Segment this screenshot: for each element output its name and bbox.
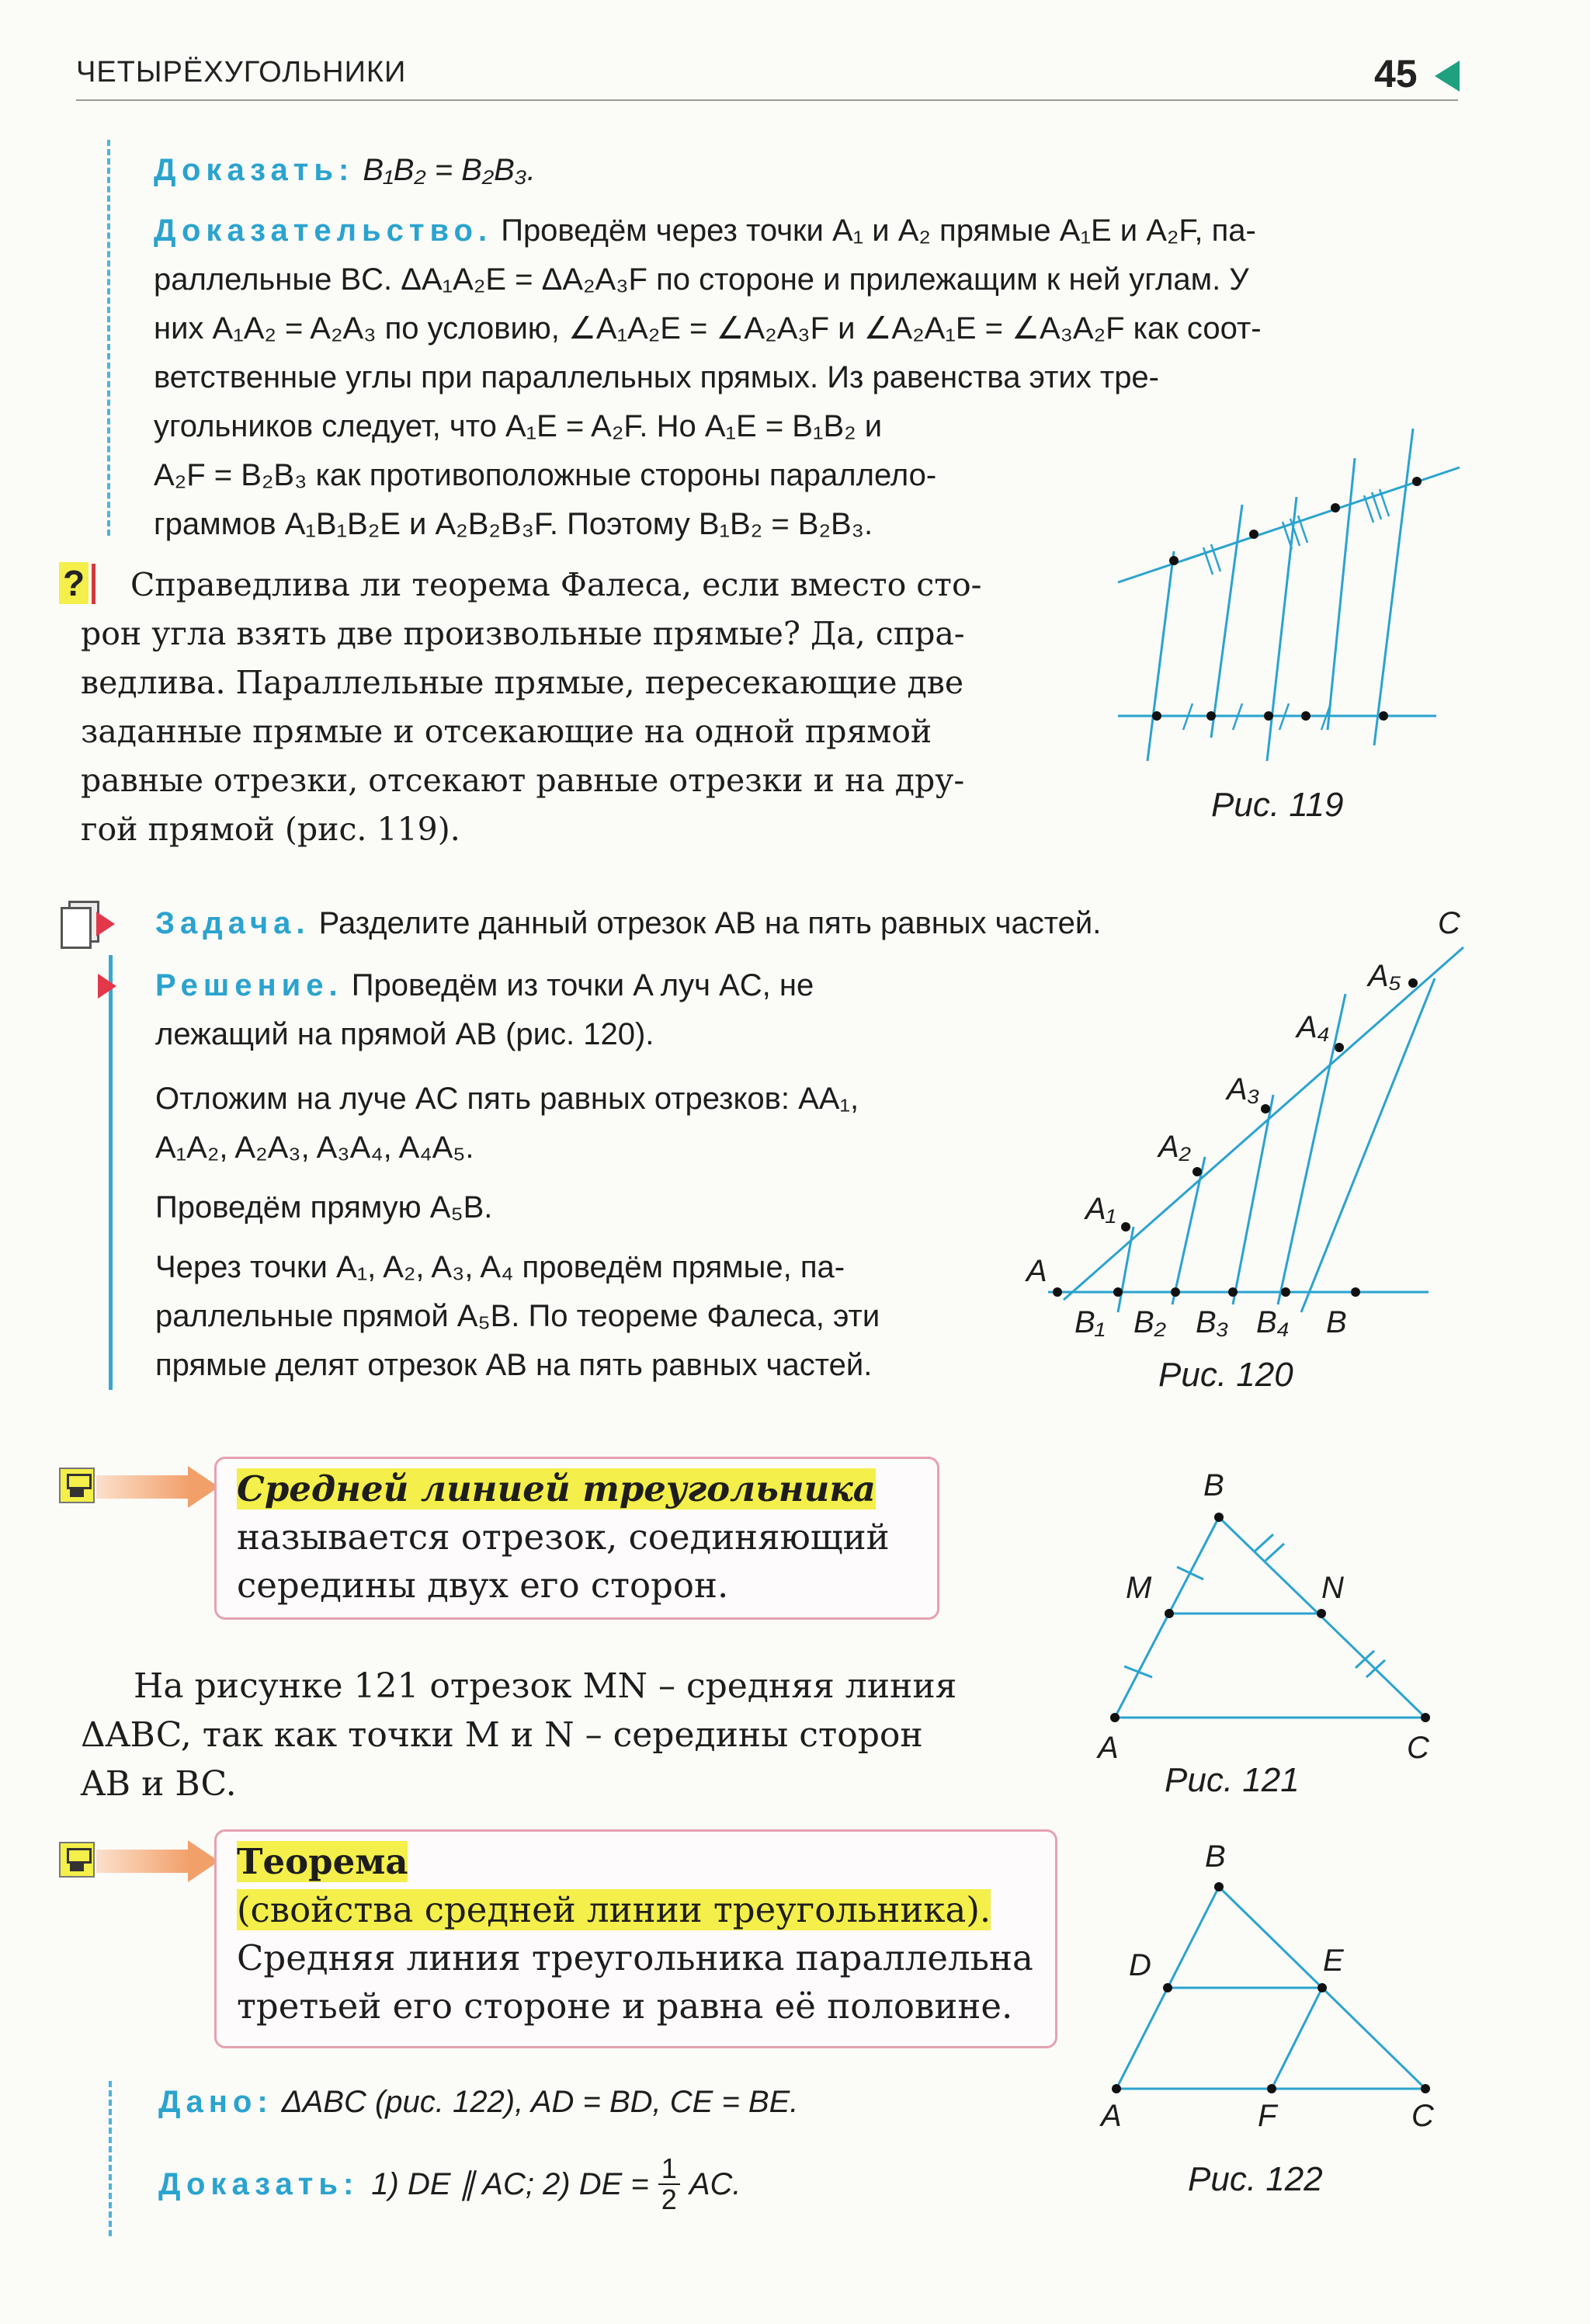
proof-text: Доказательство. Проведём через точки A₁ и A₂ прямые A₁E и A₂F, па- раллельные BC. ΔA₁A₂E = ΔA₂A₃F по стороне и прилежащим к ней углам. У них A₁A₂ = A₂A₃ по условию, ∠A₁A₂E = ∠A₂A₃F и ∠A₂A₁E = ∠A₃A₂F как соот- ветственные углы при параллельных прямых. Из равенства этих тре- угольников следует, что A₁E = A₂F. Но A₁E = B₁B₂ и A₂F = B₂B₃ как противоположные стороны параллело- граммов A₁B₁B₂E и A₂B₂B₃F. Поэтому B₁B₂ = B₂B₃. — [154, 214, 1262, 541]
fig120-label-a4: A₄ — [1297, 1010, 1330, 1044]
running-header: ЧЕТЫРЁХУГОЛЬНИКИ — [76, 56, 407, 89]
fig122-label-b: B — [1205, 1839, 1226, 1874]
question-text: Справедлива ли теорема Фалеса, если вместо сто- рон угла взять две произвольные прямые? Да, спра- ведлива. Параллельные прямые, пересекающие две заданные прямые и отсекающие на одной прямой равные отрезки, отсекают равные отрезки и на дру- гой прямой (рис. 119). — [81, 566, 982, 848]
fig122-segment-ef — [1272, 1988, 1322, 2089]
page-marker-icon — [1435, 61, 1460, 92]
task-icon — [61, 901, 96, 946]
page-number: 45 — [1374, 52, 1418, 96]
question-mark-icon: ? — [59, 562, 89, 604]
fig120-label-b4: B₄ — [1256, 1305, 1290, 1339]
save-icon — [59, 1468, 95, 1503]
theorem-arrow-icon — [96, 1840, 228, 1882]
figure-119-caption: Рис. 119 — [1211, 786, 1344, 824]
fig122-label-a: A — [1101, 2099, 1122, 2133]
fig120-label-a: A — [1026, 1254, 1047, 1288]
fig119-parallel-4 — [1328, 458, 1355, 730]
fig120-label-c: C — [1438, 906, 1460, 940]
figure-122-caption: Рис. 122 — [1188, 2160, 1323, 2198]
prove-statement: Доказать: B₁B₂ = B₂B₃. — [154, 153, 536, 187]
fig120-parallel-1 — [1118, 1227, 1133, 1312]
given-margin-line — [109, 2081, 112, 2236]
theorem-line-4: третьей его стороне и равна её половине. — [237, 1985, 1013, 2027]
task-arrow-icon — [96, 912, 115, 936]
figure-120 — [1009, 901, 1491, 1351]
theorem-box — [214, 1829, 1057, 2048]
solution-text: Решение. Проведём из точки A луч AC, не лежащий на прямой AB (рис. 120). Отложим на луче AC пять равных отрезков: AA₁, A₁A₂, A₂A₃, A₃A₄, A₄A₅. Проведём прямую A₅B. Через точки A₁, A₂, A₃, A₄ проведём прямые, па- раллельные прямой A₅B. По теореме Фалеса, эти прямые делят отрезок AB на пять равных частей. — [155, 968, 880, 1382]
figure-122 — [1095, 1832, 1467, 2159]
fig121-label-c: C — [1407, 1731, 1429, 1765]
solution-arrow-icon — [98, 974, 116, 999]
theorem-line-3: Средняя линия треугольника параллельна — [237, 1937, 1033, 1978]
midline-explanation: На рисунке 121 отрезок MN – средняя линия ΔABC, так как точки M и N – середины сторон AB и BC. — [81, 1666, 957, 1804]
theorem-title: Теорема — [237, 1841, 408, 1882]
fig120-label-b: B — [1326, 1305, 1347, 1339]
fig122-label-f: F — [1258, 2099, 1277, 2133]
fig121-label-n: N — [1321, 1571, 1344, 1605]
fig119-parallel-2 — [1211, 505, 1242, 738]
figure-119 — [1102, 419, 1475, 776]
fig122-label-d: D — [1129, 1948, 1151, 1982]
fig121-label-a: A — [1098, 1731, 1119, 1765]
figure-121-caption: Рис. 121 — [1165, 1761, 1300, 1799]
fraction-one-half: $\frac{1}{2}$ — [658, 2154, 680, 2215]
fig121-triangle — [1115, 1517, 1425, 1718]
fig122-label-e: E — [1323, 1944, 1344, 1978]
fig122-label-c: C — [1411, 2099, 1434, 2133]
fig120-parallel-2 — [1172, 1157, 1205, 1304]
fig120-label-a1: A₁ — [1085, 1192, 1116, 1226]
fig120-ray-ac — [1064, 947, 1463, 1300]
definition-line-2: называется отрезок, соединяющий — [237, 1516, 890, 1558]
given-statement: Дано: ΔABC (рис. 122), AD = BD, CE = BE. — [158, 2085, 799, 2119]
prove-midline-statement: Доказать: 1) DE ∥ AC; 2) DE = $\frac{1}{2}$ AC. — [158, 2152, 741, 2215]
fig119-parallel-1 — [1147, 551, 1174, 761]
fig120-label-a3: A₃ — [1227, 1072, 1260, 1106]
fig119-parallel-5 — [1374, 429, 1413, 745]
definition-line-3: середины двух его сторон. — [237, 1565, 729, 1606]
proof-margin-line — [107, 140, 110, 536]
theorem-save-icon — [59, 1842, 95, 1878]
solution-margin-line — [109, 955, 113, 1390]
definition-box — [214, 1457, 939, 1620]
theorem-subtitle: (свойства средней линии треугольника). — [237, 1889, 991, 1930]
figure-120-caption: Рис. 120 — [1158, 1356, 1293, 1394]
fig120-label-a5: A₅ — [1368, 959, 1401, 993]
fig120-label-b2: B₂ — [1133, 1305, 1166, 1339]
figure-121 — [1095, 1460, 1467, 1770]
fig121-label-b: B — [1203, 1468, 1224, 1502]
definition-arrow-icon — [96, 1466, 228, 1508]
fig120-label-b3: B₃ — [1196, 1305, 1229, 1339]
fig121-label-m: M — [1126, 1571, 1152, 1605]
fig120-parallel-3 — [1233, 1095, 1273, 1304]
task-statement: Задача. Разделите данный отрезок AB на пять равных частей. — [155, 906, 1102, 940]
definition-term: Средней линией треугольника — [237, 1468, 876, 1509]
fig120-label-a2: A₂ — [1158, 1130, 1191, 1164]
fig120-label-b1: B₁ — [1074, 1305, 1106, 1339]
header-rule — [76, 99, 1458, 101]
